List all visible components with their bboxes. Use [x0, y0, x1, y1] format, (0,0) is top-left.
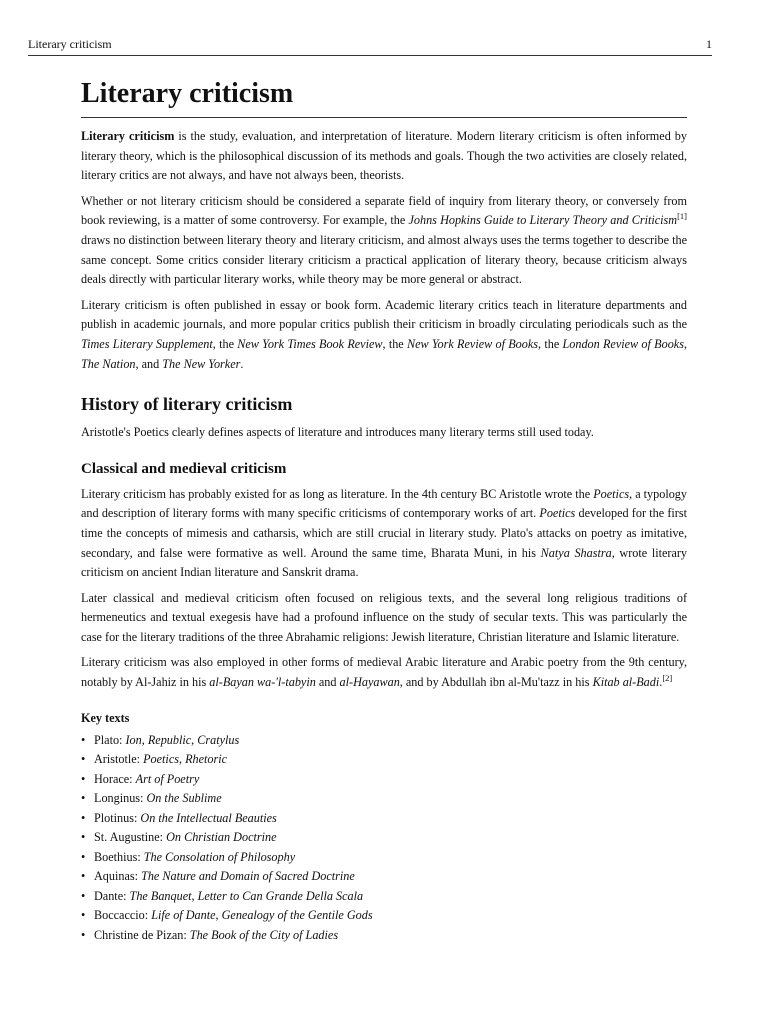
term-bold: Literary criticism	[81, 129, 175, 143]
section-heading-classical: Classical and medieval criticism	[81, 460, 287, 477]
separator: ,	[215, 908, 222, 923]
article-body	[81, 74, 687, 945]
separator: ,	[191, 732, 198, 747]
intro-p2-text-1: Whether or not literary criticism should be considered a separate field of inquiry from literary theory, or conversely from book reviewing, is a matter of some controversy. For example, the	[81, 193, 687, 228]
work-title: Republic	[147, 732, 192, 747]
separator: ,	[141, 732, 148, 747]
list-item	[81, 731, 687, 751]
work-title: The Book of the City of Ladies	[189, 927, 339, 942]
work-title: On Christian Doctrine	[166, 830, 277, 845]
citation-link-2[interactable]: [2]	[662, 673, 673, 684]
work-title: Life of Dante	[151, 908, 216, 923]
intro-p3-title-2: New York Times Book Review	[237, 336, 383, 351]
intro-p3-text-4: , the	[538, 336, 563, 351]
intro-p3-text-3: , the	[382, 336, 407, 351]
classical-p1-title-1: Poetics	[593, 486, 630, 501]
list-item	[81, 848, 687, 868]
classical-p1-text-2: , a typology and description of literary forms with many specific criticisms of contemporary works of art.	[81, 486, 687, 521]
intro-p3-text-5: ,	[683, 336, 688, 351]
list-item	[81, 770, 687, 790]
classical-p1-text-3: developed for the first time the concepts of mimesis and catharsis, which are still crucial in literary study. Plato's attacks on poetry as imitative, secondary, and false were formative as well. Around the same time, Bharata Muni, in his	[81, 506, 687, 560]
history-paragraph: Aristotle's Poetics clearly defines aspects of literature and introduces many literary terms still used today.	[81, 425, 594, 440]
list-item-author: Longinus:	[94, 791, 147, 806]
intro-p3-title-5: The Nation	[81, 356, 136, 371]
classical-paragraph-2: Later classical and medieval criticism often focused on religious texts, and the several long religious traditions of hermeneutics and textual exegesis have had a profound influence on the study of secular texts. This was particularly the case for the literary traditions of the three Abrahamic religions: Jewish literature, Christian literature and Islamic literature.	[81, 590, 687, 644]
list-item-author: Boethius:	[94, 849, 144, 864]
key-texts-list	[81, 731, 687, 946]
list-item	[81, 887, 687, 907]
classical-p3-title-1: al-Bayan wa-'l-tabyin	[209, 675, 316, 690]
intro-p3-title-4: London Review of Books	[562, 336, 684, 351]
header-rule	[28, 55, 712, 56]
list-item-author: Aquinas:	[94, 869, 142, 884]
list-item	[81, 906, 687, 926]
intro-p3-title-1: Times Literary Supplement	[81, 336, 213, 351]
work-title: On the Sublime	[146, 791, 222, 806]
classical-p3-text-1: Literary criticism was also employed in other forms of medieval Arabic literature and Arabic poetry from the 9th century, notably by Al-Jahiz in his	[81, 655, 687, 690]
intro-p3-title-3: New York Review of Books	[406, 336, 539, 351]
intro-p3-text-2: , the	[212, 336, 238, 351]
list-item	[81, 867, 687, 887]
classical-p1-text-1: Literary criticism has probably existed for as long as literature. In the 4th century BC Aristotle wrote the	[81, 486, 594, 501]
list-item	[81, 750, 687, 770]
intro-p3-text-6: , and	[135, 356, 163, 371]
intro-p1-text: is the study, evaluation, and interpretation of literature. Modern literary criticism is often informed by literary theory, which is the philosophical discussion of its methods and goals. Though the two activities are closely related, literary critics are not always, and have not always been, theorists.	[81, 129, 687, 183]
running-title: Literary criticism	[28, 37, 112, 51]
work-title: Genealogy of the Gentile Gods	[221, 908, 373, 923]
section-heading-history: History of literary criticism	[81, 394, 293, 415]
work-title: The Consolation of Philosophy	[143, 849, 296, 864]
classical-p1-text-4: , wrote literary criticism on ancient Indian literature and Sanskrit drama.	[81, 545, 688, 580]
intro-p2-title-1: Johns Hopkins Guide to Literary Theory and Criticism	[408, 213, 678, 228]
intro-p3-text-1: Literary criticism is often published in essay or book form. Academic literary critics teach in literature departments and publish in academic journals, and more popular critics publish their criticism in broadly circulating periodicals such as the	[81, 297, 687, 332]
intro-p2-text-2: draws no distinction between literary theory and literary criticism, and almost always uses the terms together to describe the same concept. Some critics consider literary criticism a practical application of literary theory, because criticism always deals directly with particular literary works, while theory may be more general or abstract.	[81, 232, 687, 287]
classical-paragraph-3	[81, 653, 687, 692]
intro-p3-title-6: The New Yorker	[162, 356, 241, 371]
running-header	[28, 37, 712, 52]
work-title: Ion	[125, 732, 142, 747]
work-title: Letter to Can Grande Della Scala	[197, 888, 364, 903]
work-title: Cratylus	[197, 732, 240, 747]
work-title: Poetics	[143, 752, 179, 767]
classical-paragraph-1	[81, 485, 687, 583]
classical-p3-text-4: .	[659, 675, 663, 690]
list-item	[81, 926, 687, 946]
citation-link-1[interactable]: [1]	[677, 211, 687, 222]
classical-p1-title-3: Natya Shastra	[540, 545, 612, 560]
list-item-author: St. Augustine:	[94, 830, 167, 845]
list-item-author: Plato:	[94, 732, 126, 747]
classical-p3-text-2: and	[315, 675, 340, 690]
list-item-author: Christine de Pizan:	[94, 927, 190, 942]
intro-paragraph-2	[81, 192, 687, 290]
intro-p3-text-7: .	[240, 356, 244, 371]
separator: ,	[191, 888, 198, 903]
classical-p3-title-3: Kitab al-Badi	[592, 675, 660, 690]
page-number: 1	[706, 37, 712, 51]
intro-paragraph-1	[81, 127, 687, 186]
list-item	[81, 828, 687, 848]
work-title: The Banquet	[129, 888, 192, 903]
list-item	[81, 789, 687, 809]
intro-paragraph-3	[81, 296, 687, 374]
list-item-author: Dante:	[94, 888, 130, 903]
separator: ,	[178, 752, 186, 767]
list-item	[81, 809, 687, 829]
list-item-author: Boccaccio:	[94, 908, 152, 923]
classical-p1-title-2: Poetics	[539, 506, 576, 521]
list-item-author: Plotinus:	[94, 810, 141, 825]
work-title: The Nature and Domain of Sacred Doctrine	[141, 869, 355, 884]
classical-p3-title-2: al-Hayawan	[339, 675, 400, 690]
subheading-key-texts: Key texts	[81, 710, 130, 725]
list-item-author: Horace:	[94, 771, 136, 786]
work-title: Art of Poetry	[135, 771, 200, 786]
classical-p3-text-3: , and by Abdullah ibn al-Mu'tazz in his	[399, 675, 593, 690]
work-title: Rhetoric	[185, 752, 228, 767]
list-item-author: Aristotle:	[94, 752, 144, 767]
work-title: On the Intellectual Beauties	[140, 810, 277, 825]
page-title: Literary criticism	[81, 74, 687, 118]
